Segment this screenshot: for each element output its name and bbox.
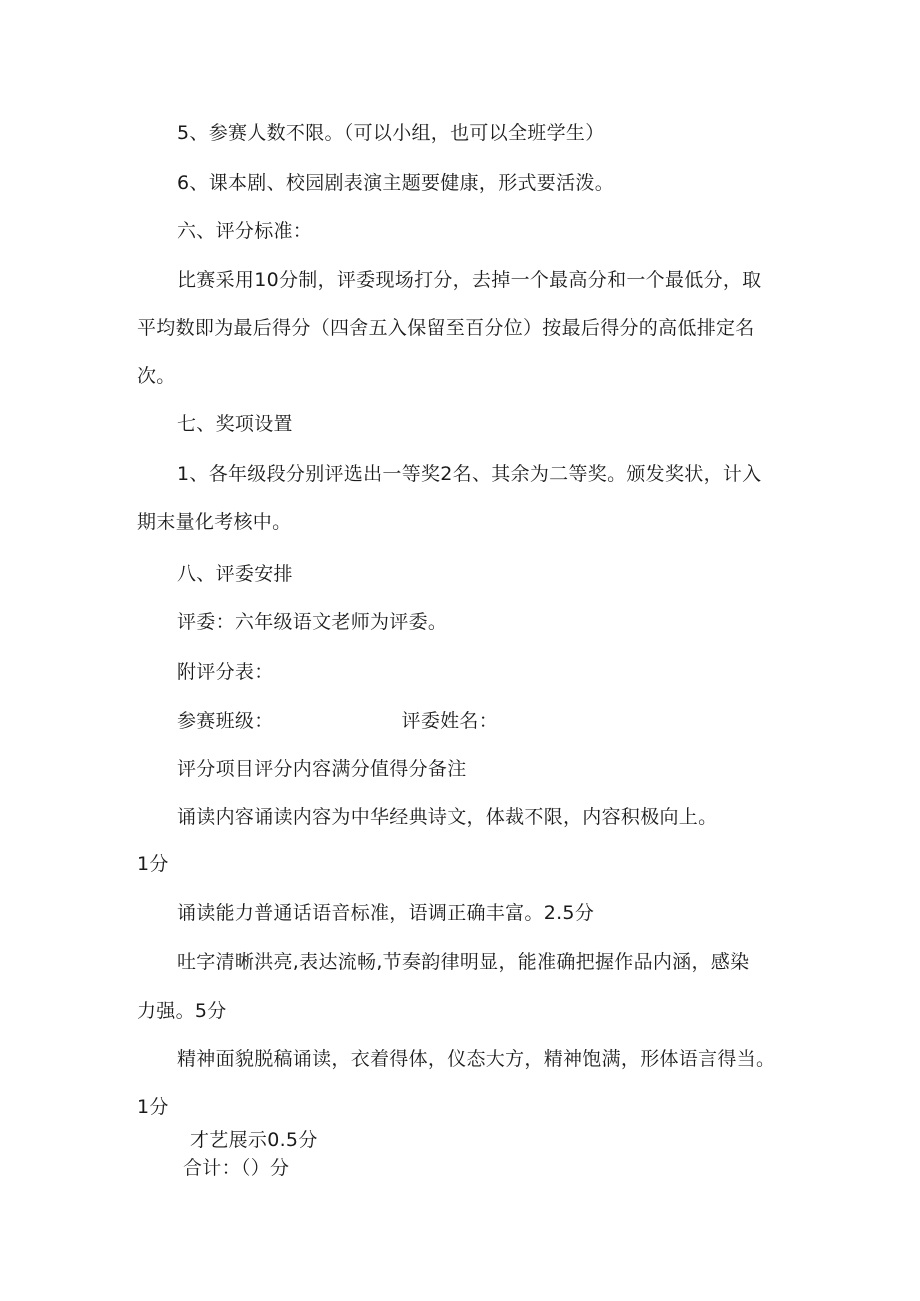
scoresheet-row-content-score: 1分 <box>137 853 169 875</box>
awards-paragraph-line-2: 期末量化考核中。 <box>137 511 292 533</box>
scoresheet-row-ability-line-2: 吐字清晰洪亮,表达流畅,节奏韵律明显，能准确把握作品内涵，感染 <box>177 951 750 973</box>
scoresheet-row-ability-line-3: 力强。5分 <box>137 1000 227 1022</box>
section-heading-judges: 八、评委安排 <box>177 563 293 585</box>
scoresheet-total: 合计：（）分 <box>183 1157 290 1179</box>
scoresheet-row-demeanor-score: 1分 <box>137 1096 169 1118</box>
rule-participant-count: 5、参赛人数不限。（可以小组，也可以全班学生） <box>177 122 605 144</box>
scoresheet-row-demeanor: 精神面貌脱稿诵读，衣着得体，仪态大方，精神饱满，形体语言得当。 <box>177 1048 776 1070</box>
judges-paragraph: 评委：六年级语文老师为评委。 <box>177 611 448 633</box>
scoring-paragraph-line-2: 平均数即为最后得分（四舍五入保留至百分位）按最后得分的高低排定名 <box>137 317 755 339</box>
rule-performance-theme: 6、课本剧、校园剧表演主题要健康，形式要活泼。 <box>177 172 614 194</box>
scoresheet-row-content: 诵读内容诵读内容为中华经典诗文，体裁不限，内容积极向上。 <box>177 806 718 828</box>
attached-scoresheet-label: 附评分表： <box>177 661 274 683</box>
scoresheet-header: 评分项目评分内容满分值得分备注 <box>177 758 467 780</box>
judge-name-label: 评委姓名： <box>401 710 499 732</box>
scoresheet-row-ability-line-1: 诵读能力普通话语音标准，语调正确丰富。2.5分 <box>177 902 595 924</box>
scoring-paragraph-line-1: 比赛采用10分制，评委现场打分，去掉一个最高分和一个最低分，取 <box>177 269 762 291</box>
scoresheet-fields-row <box>177 709 498 733</box>
section-heading-awards: 七、奖项设置 <box>177 413 293 435</box>
scoresheet-row-talent: 才艺展示0.5分 <box>190 1129 318 1151</box>
scoring-paragraph-line-3: 次。 <box>137 365 176 387</box>
awards-paragraph-line-1: 1、各年级段分别评选出一等奖2名、其余为二等奖。颁发奖状，计入 <box>177 463 762 485</box>
participating-class-label: 参赛班级： <box>177 710 274 732</box>
section-heading-scoring-criteria: 六、评分标准： <box>177 220 313 242</box>
